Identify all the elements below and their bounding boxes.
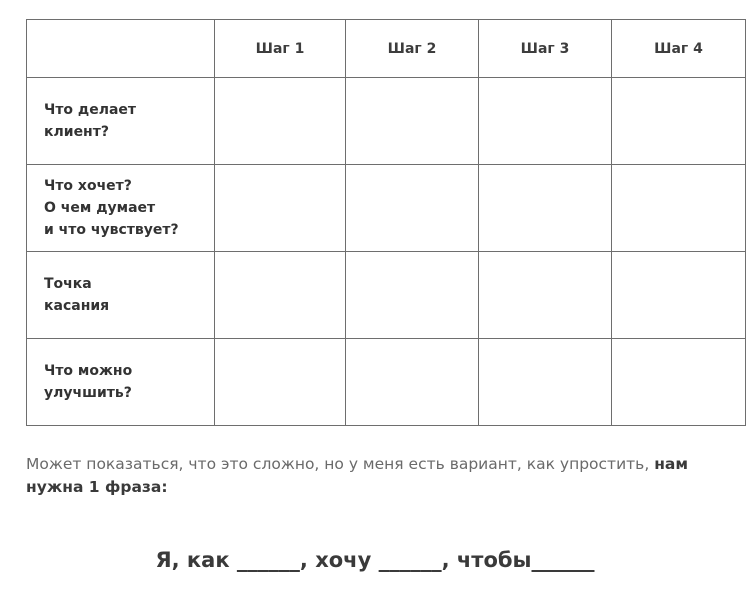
step-1-header: Шаг 1: [215, 20, 346, 78]
table-row: [27, 78, 746, 165]
intro-paragraph: [26, 453, 738, 499]
table-cell: [479, 252, 612, 339]
table-row: [27, 252, 746, 339]
table-cell: [612, 165, 746, 252]
table-cell: [479, 78, 612, 165]
row-label-wants-thinks-feels: Что хочет? О чем думает и что чувствует?: [27, 165, 215, 252]
table-cell: [612, 78, 746, 165]
table-cell: [612, 339, 746, 426]
table-cell: [612, 252, 746, 339]
table-cell: [346, 339, 479, 426]
table-cell: [215, 339, 346, 426]
customer-journey-map-table: [26, 19, 746, 426]
table-cell: [479, 165, 612, 252]
intro-text: Может показаться, что это сложно, но у меня есть вариант, как упростить,: [26, 455, 655, 473]
row-label-improvements: Что можно улучшить?: [27, 339, 215, 426]
row-label-client-actions: Что делает клиент?: [27, 78, 215, 165]
step-2-header: Шаг 2: [346, 20, 479, 78]
table-cell: [346, 78, 479, 165]
intro-bold-text: нам нужна 1 фраза:: [26, 455, 689, 496]
step-3-header: Шаг 3: [479, 20, 612, 78]
table-header-row: [27, 20, 746, 78]
table-corner-cell: [27, 20, 215, 78]
row-label-touchpoint: Точка касания: [27, 252, 215, 339]
table-cell: [215, 165, 346, 252]
step-4-header: Шаг 4: [612, 20, 746, 78]
template-phrase: Я, как ______, хочу ______, чтобы______: [155, 548, 595, 572]
table-row: [27, 339, 746, 426]
table-row: [27, 165, 746, 252]
table-cell: [479, 339, 612, 426]
table-cell: [346, 165, 479, 252]
table-cell: [215, 252, 346, 339]
table-cell: [346, 252, 479, 339]
table-cell: [215, 78, 346, 165]
